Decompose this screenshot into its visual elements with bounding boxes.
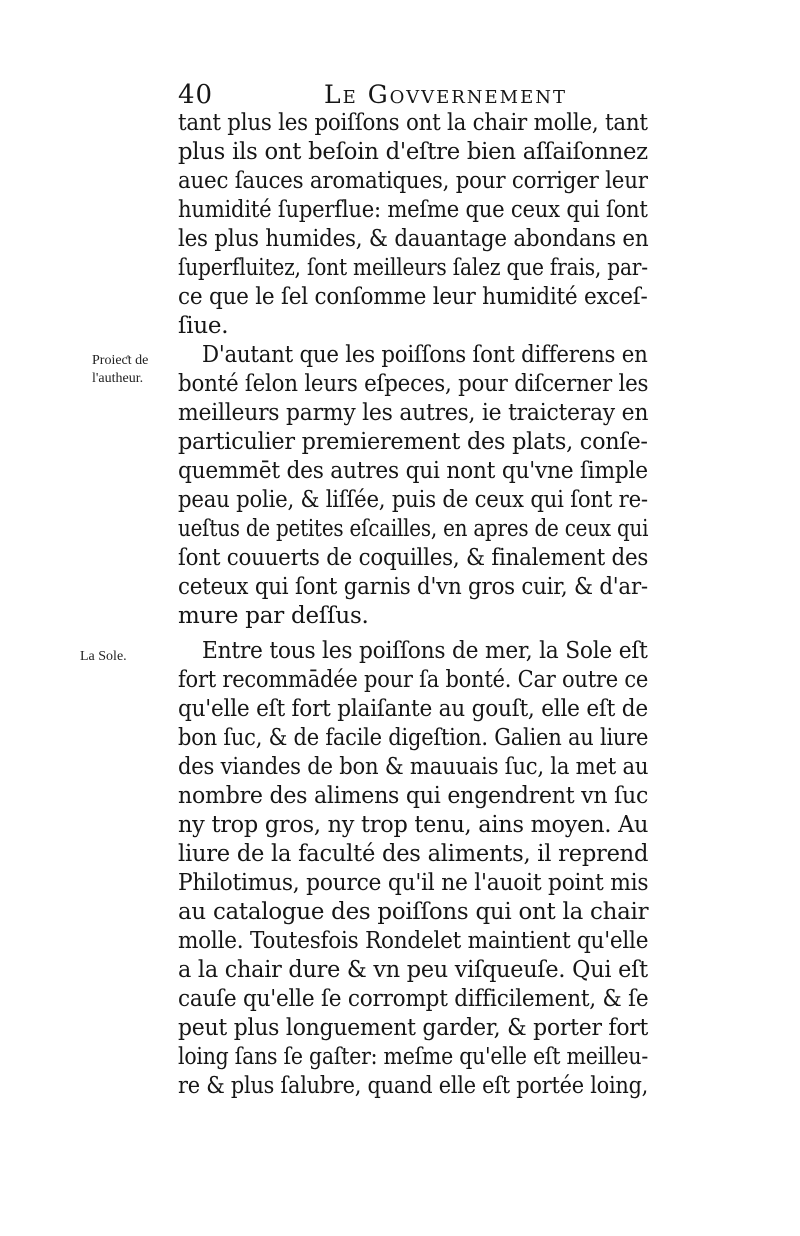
text-line: bonté ſelon leurs eſpeces, pour diſcerner les — [178, 371, 649, 397]
text-line: molle. Toutesfois Rondelet maintient qu'elle — [178, 928, 649, 954]
text-line: tant plus les poiſſons ont la chair molle, tant — [178, 110, 648, 136]
text-line: cauſe qu'elle ſe corrompt difficilement, & ſe — [178, 986, 649, 1012]
text-line: fort recommādée pour ſa bonté. Car outre ce — [178, 667, 649, 693]
text-line: qu'elle eſt fort plaiſante au gouſt, elle eſt de — [178, 696, 648, 722]
margin-note-sole: La Sole. — [80, 649, 127, 664]
text-line: nombre des alimens qui engendrent vn ſuc — [178, 783, 649, 809]
margin-note-projet — [92, 352, 148, 388]
text-line: D'autant que les poiſſons ſont differens en — [202, 342, 648, 368]
text-line: ſuperfluitez, ſont meilleurs ſalez que frais, par- — [178, 255, 648, 281]
text-line: quemmēt des autres qui nont qu'vne ſimple — [178, 458, 648, 484]
text-line: re & plus ſalubre, quand elle eſt portée loing, — [178, 1073, 649, 1099]
text-line: Philotimus, pource qu'il ne l'auoit point mis — [178, 870, 649, 896]
page-header — [178, 80, 646, 114]
text-line: bon ſuc, & de facile digeſtion. Galien au liure — [178, 725, 649, 751]
running-title: Le Govvernement — [324, 80, 568, 109]
text-line: particulier premierement des plats, conſe- — [178, 429, 648, 455]
text-line: loing ſans ſe gaſter: meſme qu'elle eſt meilleu- — [178, 1044, 649, 1070]
text-line: ueſtus de petites eſcailles, en apres de ceux qui — [178, 516, 649, 542]
text-line: ceteux qui ſont garnis d'vn gros cuir, & d'ar- — [178, 574, 648, 600]
text-line: ny trop gros, ny trop tenu, ains moyen. Au — [178, 812, 649, 838]
text-line: plus ils ont beſoin d'eſtre bien aſſaiſonnez — [178, 139, 648, 165]
text-line: les plus humides, & dauantage abondans en — [178, 226, 649, 252]
page-number: 40 — [178, 80, 214, 110]
text-line: peut plus longuement garder, & porter fort — [178, 1015, 649, 1041]
text-line: Entre tous les poiſſons de mer, la Sole eſt — [202, 638, 648, 664]
text-line: peau polie, & liſſée, puis de ceux qui ſont re- — [178, 487, 648, 513]
text-line: humidité ſuperflue: meſme que ceux qui ſont — [178, 197, 648, 223]
text-line: mure par deſſus. — [178, 603, 369, 629]
text-line: a la chair dure & vn peu viſqueuſe. Qui eſt — [178, 957, 648, 983]
text-line: au catalogue des poiſſons qui ont la chair — [178, 899, 649, 925]
text-line: des viandes de bon & mauuais ſuc, la met au — [178, 754, 649, 780]
margin-note-line: Proieƈt de — [92, 353, 149, 368]
text-line: ſiue. — [178, 313, 229, 339]
text-line: ſont couuerts de coquilles, & finalement des — [178, 545, 649, 571]
margin-note-line: l'autheur. — [92, 371, 144, 386]
text-line: meilleurs parmy les autres, ie traicteray en — [178, 400, 649, 426]
text-line: liure de la faculté des aliments, il reprend — [178, 841, 649, 867]
text-line: auec ſauces aromatiques, pour corriger leur — [178, 168, 648, 194]
text-line: ce que le ſel conſomme leur humidité exceſ- — [178, 284, 648, 310]
